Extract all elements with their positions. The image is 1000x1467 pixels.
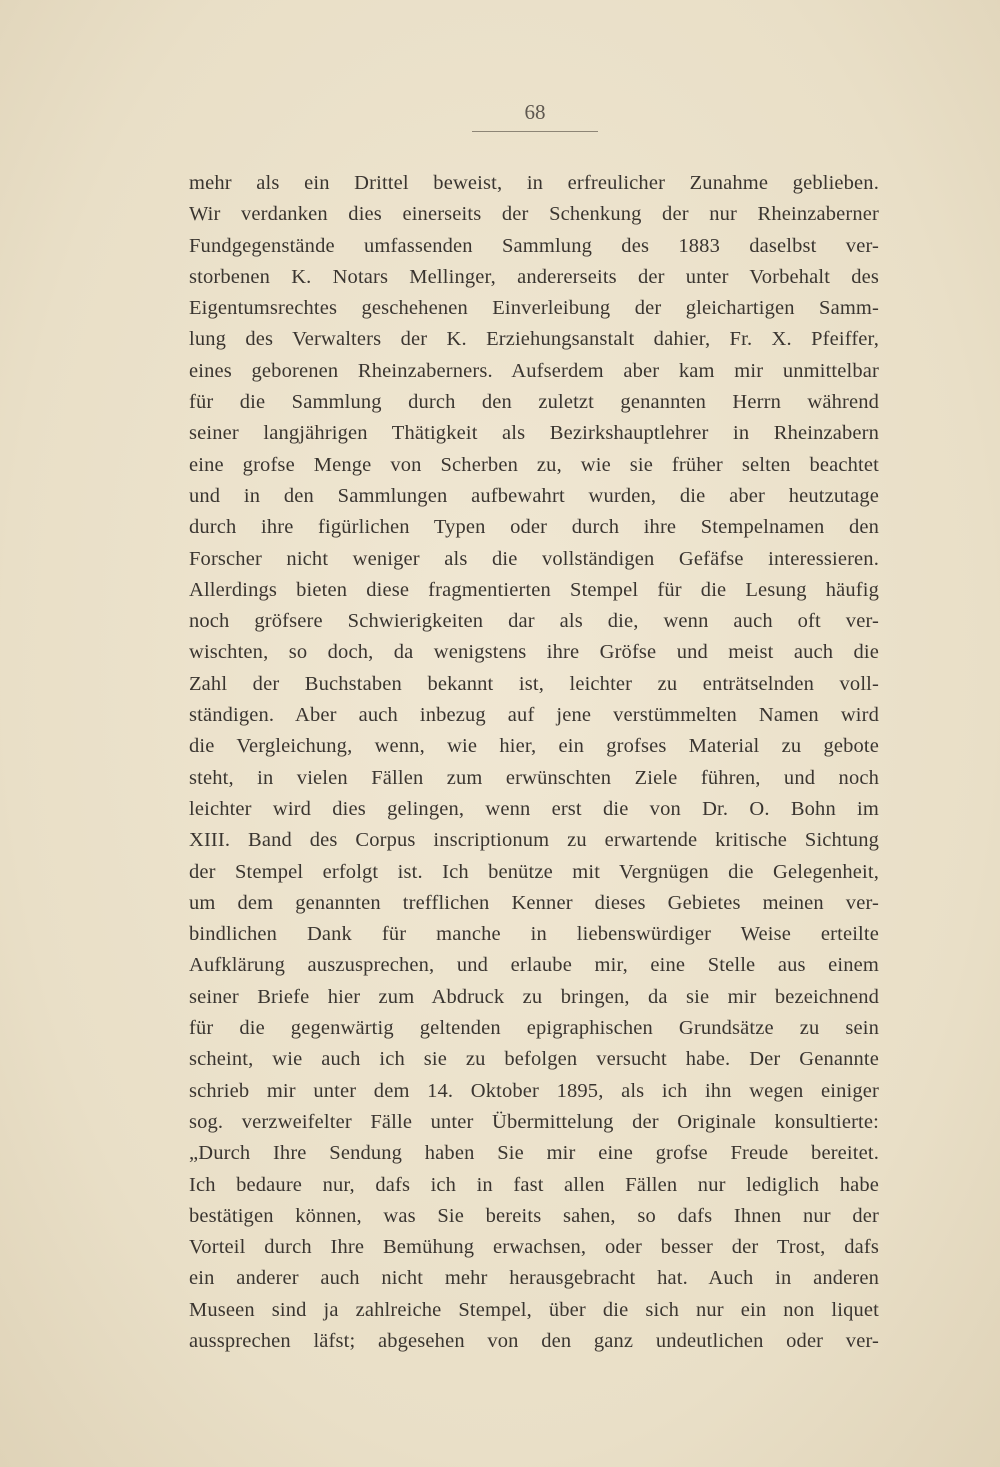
text-line: bestätigen können, was Sie bereits sahen, so dafs Ihnen nur der [189,1204,879,1227]
text-line: bindlichen Dank für manche in liebenswürdiger Weise erteilte [189,923,879,946]
text-line: für die gegenwärtig geltenden epigraphischen Grundsätze zu sein [189,1017,879,1040]
body-text [189,168,879,1357]
text-line: um dem genannten trefflichen Kenner dieses Gebietes meinen ver- [189,891,879,914]
text-line: schrieb mir unter dem 14. Oktober 1895, als ich ihn wegen einiger [189,1079,879,1102]
text-line: seiner langjährigen Thätigkeit als Bezirkshauptlehrer in Rheinzabern [189,422,879,445]
page-header [0,100,1000,125]
text-line: scheint, wie auch ich sie zu befolgen versucht habe. Der Genannte [189,1048,879,1071]
text-line: Eigentumsrechtes geschehenen Einverleibung der gleichartigen Samm- [189,297,879,320]
text-line: Aufklärung auszusprechen, und erlaube mir, eine Stelle aus einem [189,954,879,977]
text-line: Fundgegenstände umfassenden Sammlung des 1883 daselbst ver- [189,234,879,257]
text-line: XIII. Band des Corpus inscriptionum zu erwartende kritische Sichtung [189,829,879,852]
page-number: 68 [524,100,546,124]
text-line: „Durch Ihre Sendung haben Sie mir eine grofse Freude bereitet. [189,1142,879,1165]
text-line: eines geborenen Rheinzaberners. Aufserdem aber kam mir unmittelbar [189,359,879,382]
text-line: eine grofse Menge von Scherben zu, wie sie früher selten beachtet [189,453,879,476]
text-line: die Vergleichung, wenn, wie hier, ein grofses Material zu gebote [189,735,879,758]
text-line: Ich bedaure nur, dafs ich in fast allen Fällen nur lediglich habe [189,1173,879,1196]
text-line: der Stempel erfolgt ist. Ich benütze mit Vergnügen die Gelegenheit, [189,860,879,883]
text-line: wischten, so doch, da wenigstens ihre Gröfse und meist auch die [189,641,879,664]
text-line: noch gröfsere Schwierigkeiten dar als die, wenn auch oft ver- [189,610,879,633]
text-line: Forscher nicht weniger als die vollständigen Gefäfse interessieren. [189,547,879,570]
text-line: durch ihre figürlichen Typen oder durch ihre Stempelnamen den [189,516,879,539]
text-line: mehr als ein Drittel beweist, in erfreulicher Zunahme geblieben. [189,172,879,194]
text-line: für die Sammlung durch den zuletzt genannten Herrn während [189,391,879,414]
text-line: ständigen. Aber auch inbezug auf jene verstümmelten Namen wird [189,704,879,727]
text-line: leichter wird dies gelingen, wenn erst die von Dr. O. Bohn im [189,797,879,820]
text-line: aussprechen läfst; abgesehen von den ganz undeutlichen oder ver- [189,1329,879,1352]
header-rule [472,131,598,132]
text-line: und in den Sammlungen aufbewahrt wurden, die aber heutzutage [189,484,879,507]
text-line: storbenen K. Notars Mellinger, andererseits der unter Vorbehalt des [189,265,879,288]
text-line: sog. verzweifelter Fälle unter Übermittelung der Originale konsultierte: [189,1110,879,1133]
text-line: Allerdings bieten diese fragmentierten Stempel für die Lesung häufig [189,578,879,601]
text-line: ein anderer auch nicht mehr herausgebracht hat. Auch in anderen [189,1267,879,1290]
text-line: Museen sind ja zahlreiche Stempel, über die sich nur ein non liquet [189,1298,879,1321]
text-line: Zahl der Buchstaben bekannt ist, leichter zu enträtselnden voll- [189,672,879,695]
text-line: Wir verdanken dies einerseits der Schenkung der nur Rheinzaberner [189,203,879,226]
text-line: seiner Briefe hier zum Abdruck zu bringen, da sie mir bezeichnend [189,985,879,1008]
text-line: Vorteil durch Ihre Bemühung erwachsen, oder besser der Trost, dafs [189,1236,879,1259]
text-line: lung des Verwalters der K. Erziehungsanstalt dahier, Fr. X. Pfeiffer, [189,328,879,351]
text-line: steht, in vielen Fällen zum erwünschten Ziele führen, und noch [189,766,879,789]
